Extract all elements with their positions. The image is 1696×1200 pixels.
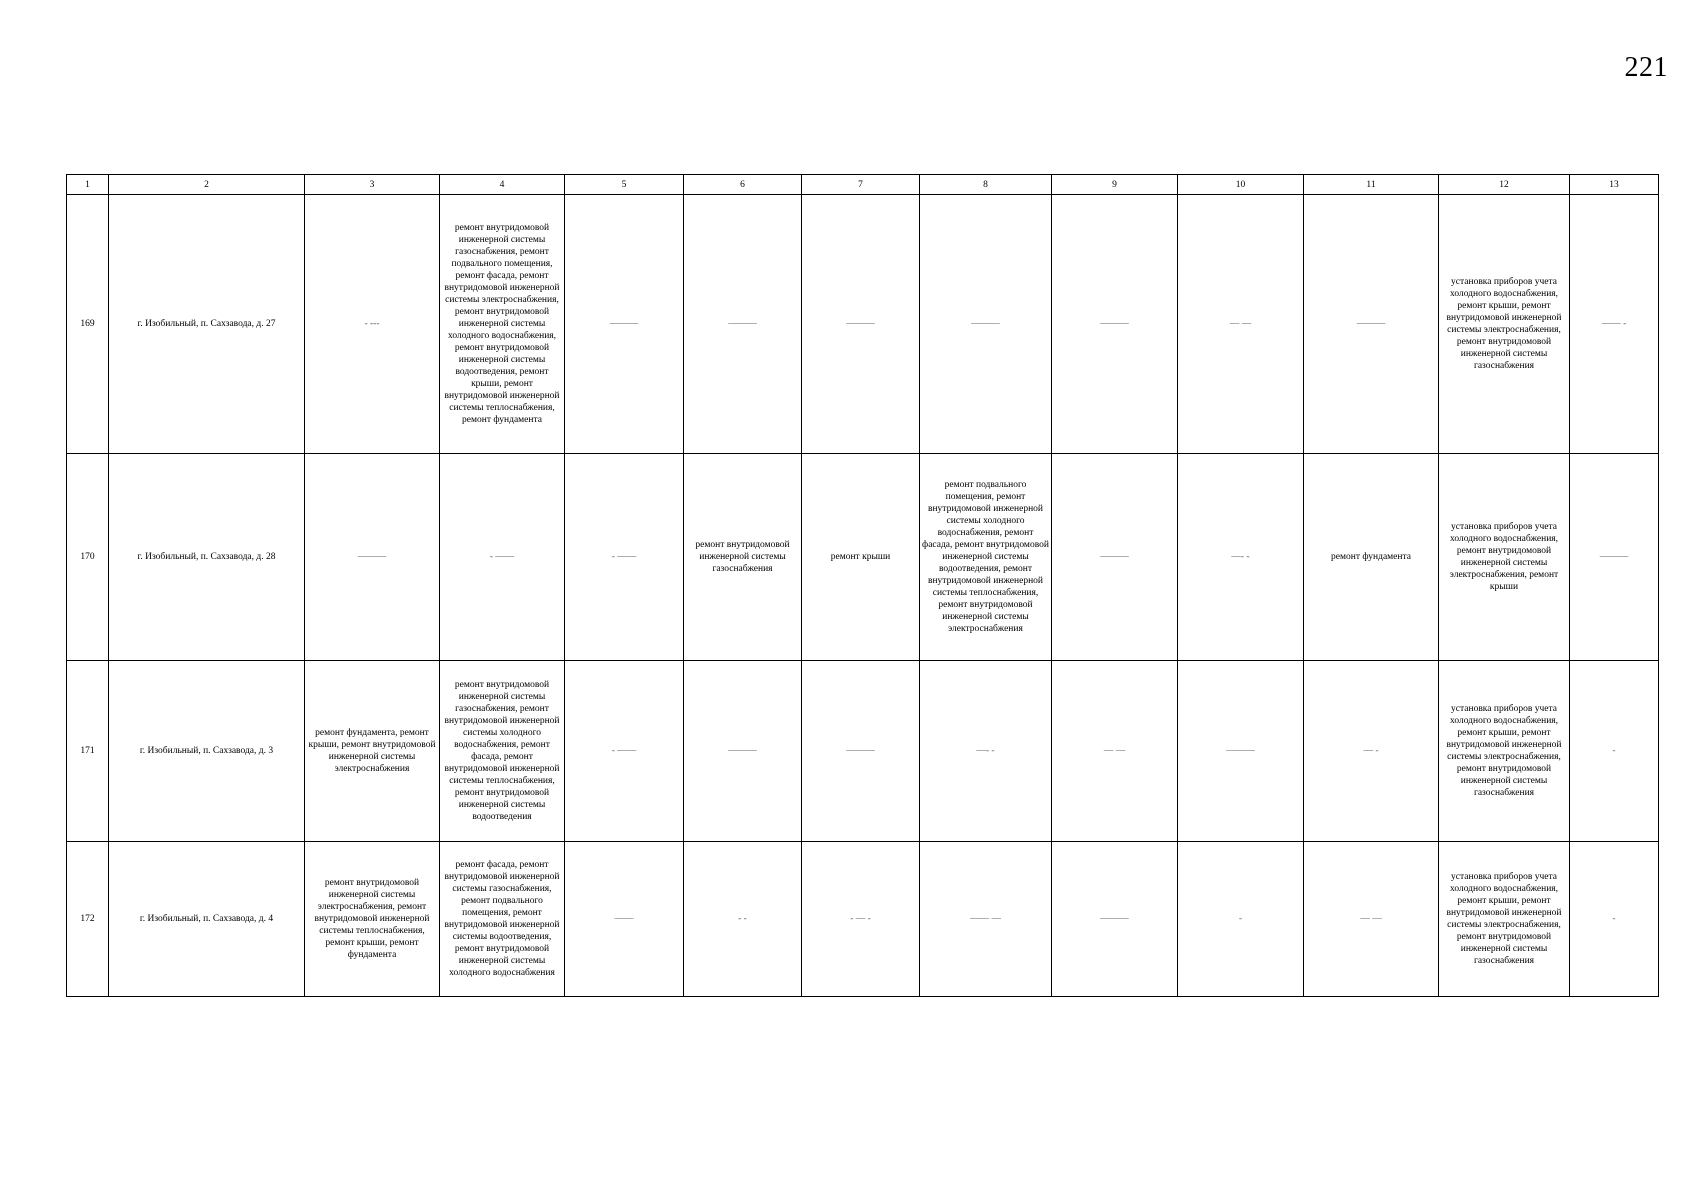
table-cell: —- - [920, 661, 1052, 842]
column-header: 9 [1052, 175, 1178, 195]
table-row [67, 661, 1659, 842]
table-row [67, 454, 1659, 661]
table-cell: — - [1304, 661, 1439, 842]
table-cell: ремонт внутридомовой инженерной системы газоснабжения, ремонт внутридомовой инженерной системы холодного водоснабжения, ремонт фасада, ремонт внутридомовой инженерной системы теплоснабжения, ремонт внутридомовой инженерной системы водоотведения [440, 661, 565, 842]
column-header: 8 [920, 175, 1052, 195]
table-cell: ремонт внутридомовой инженерной системы электроснабжения, ремонт внутридомовой инженерной системы теплоснабжения, ремонт крыши, ремонт фундамента [305, 842, 440, 997]
column-number-row [67, 175, 1659, 195]
column-header: 5 [565, 175, 684, 195]
row-number: 169 [67, 195, 109, 454]
table-cell: ремонт фасада, ремонт внутридомовой инженерной системы газоснабжения, ремонт подвального помещения, ремонт внутридомовой инженерной системы водоотведения, ремонт внутридомовой инженерной системы холодного водоснабжения [440, 842, 565, 997]
address-cell: г. Изобильный, п. Сахзавода, д. 28 [109, 454, 305, 661]
table-cell: ремонт подвального помещения, ремонт внутридомовой инженерной системы холодного водоснабжения, ремонт фасада, ремонт внутридомовой инженерной системы водоотведения, ремонт внутридомовой инженерной системы теплоснабжения, ремонт внутридомовой инженерной системы электроснабжения [920, 454, 1052, 661]
table-cell: ——— [1052, 195, 1178, 454]
table-cell: ——— [684, 661, 802, 842]
address-cell: г. Изобильный, п. Сахзавода, д. 27 [109, 195, 305, 454]
page-number: 221 [1624, 52, 1668, 83]
table-cell: - --- [305, 195, 440, 454]
column-header: 1 [67, 175, 109, 195]
table-cell: — — [1178, 195, 1304, 454]
table-cell: ——— [1178, 661, 1304, 842]
table-cell: установка приборов учета холодного водоснабжения, ремонт крыши, ремонт внутридомовой инженерной системы электроснабжения, ремонт внутридомовой инженерной системы газоснабжения [1439, 195, 1570, 454]
table-cell: ——— [1570, 454, 1659, 661]
row-number: 171 [67, 661, 109, 842]
table-cell: установка приборов учета холодного водоснабжения, ремонт крыши, ремонт внутридомовой инженерной системы электроснабжения, ремонт внутридомовой инженерной системы газоснабжения [1439, 842, 1570, 997]
table-cell: ремонт внутридомовой инженерной системы газоснабжения, ремонт подвального помещения, ремонт фасада, ремонт внутридомовой инженерной системы электроснабжения, ремонт внутридомовой инженерной системы холодного водоснабжения, ремонт внутридомовой инженерной системы водоотведения, ремонт крыши, ремонт внутридомовой инженерной системы теплоснабжения, ремонт фундамента [440, 195, 565, 454]
column-header: 10 [1178, 175, 1304, 195]
table-cell: - [1570, 842, 1659, 997]
table-cell: —- - [1178, 454, 1304, 661]
table-cell: ——— [1304, 195, 1439, 454]
row-number: 170 [67, 454, 109, 661]
table-cell: —— - [1570, 195, 1659, 454]
column-header: 4 [440, 175, 565, 195]
table-cell: ——— [802, 195, 920, 454]
table-row [67, 842, 1659, 997]
table-cell: ——— [1052, 454, 1178, 661]
table-cell: ——— [920, 195, 1052, 454]
table-cell: установка приборов учета холодного водоснабжения, ремонт крыши, ремонт внутридомовой инженерной системы электроснабжения, ремонт внутридомовой инженерной системы газоснабжения [1439, 661, 1570, 842]
address-cell: г. Изобильный, п. Сахзавода, д. 3 [109, 661, 305, 842]
table-cell: —— — [920, 842, 1052, 997]
column-header: 2 [109, 175, 305, 195]
table-cell: ——— [565, 195, 684, 454]
table-cell: ремонт фундамента [1304, 454, 1439, 661]
column-header: 6 [684, 175, 802, 195]
table-row [67, 195, 1659, 454]
table-cell: - —— [565, 454, 684, 661]
table-cell: - — - [802, 842, 920, 997]
table-cell: ——— [684, 195, 802, 454]
address-cell: г. Изобильный, п. Сахзавода, д. 4 [109, 842, 305, 997]
table-cell: —— [565, 842, 684, 997]
column-header: 3 [305, 175, 440, 195]
table-cell: ——— [305, 454, 440, 661]
column-header: 12 [1439, 175, 1570, 195]
table-cell: - [1570, 661, 1659, 842]
column-header: 13 [1570, 175, 1659, 195]
table-cell: установка приборов учета холодного водоснабжения, ремонт внутридомовой инженерной системы электроснабжения, ремонт крыши [1439, 454, 1570, 661]
table-cell: - [1178, 842, 1304, 997]
table-cell: ремонт крыши [802, 454, 920, 661]
repair-schedule-table [66, 174, 1659, 997]
table-cell: ремонт внутридомовой инженерной системы газоснабжения [684, 454, 802, 661]
table-cell: ремонт фундамента, ремонт крыши, ремонт внутридомовой инженерной системы электроснабжения [305, 661, 440, 842]
table-cell: - —— [440, 454, 565, 661]
column-header: 7 [802, 175, 920, 195]
table-cell: — — [1304, 842, 1439, 997]
table-cell: ——— [802, 661, 920, 842]
table-cell: — — [1052, 661, 1178, 842]
table-cell: ——— [1052, 842, 1178, 997]
table-cell: - - [684, 842, 802, 997]
column-header: 11 [1304, 175, 1439, 195]
row-number: 172 [67, 842, 109, 997]
table-cell: - —— [565, 661, 684, 842]
